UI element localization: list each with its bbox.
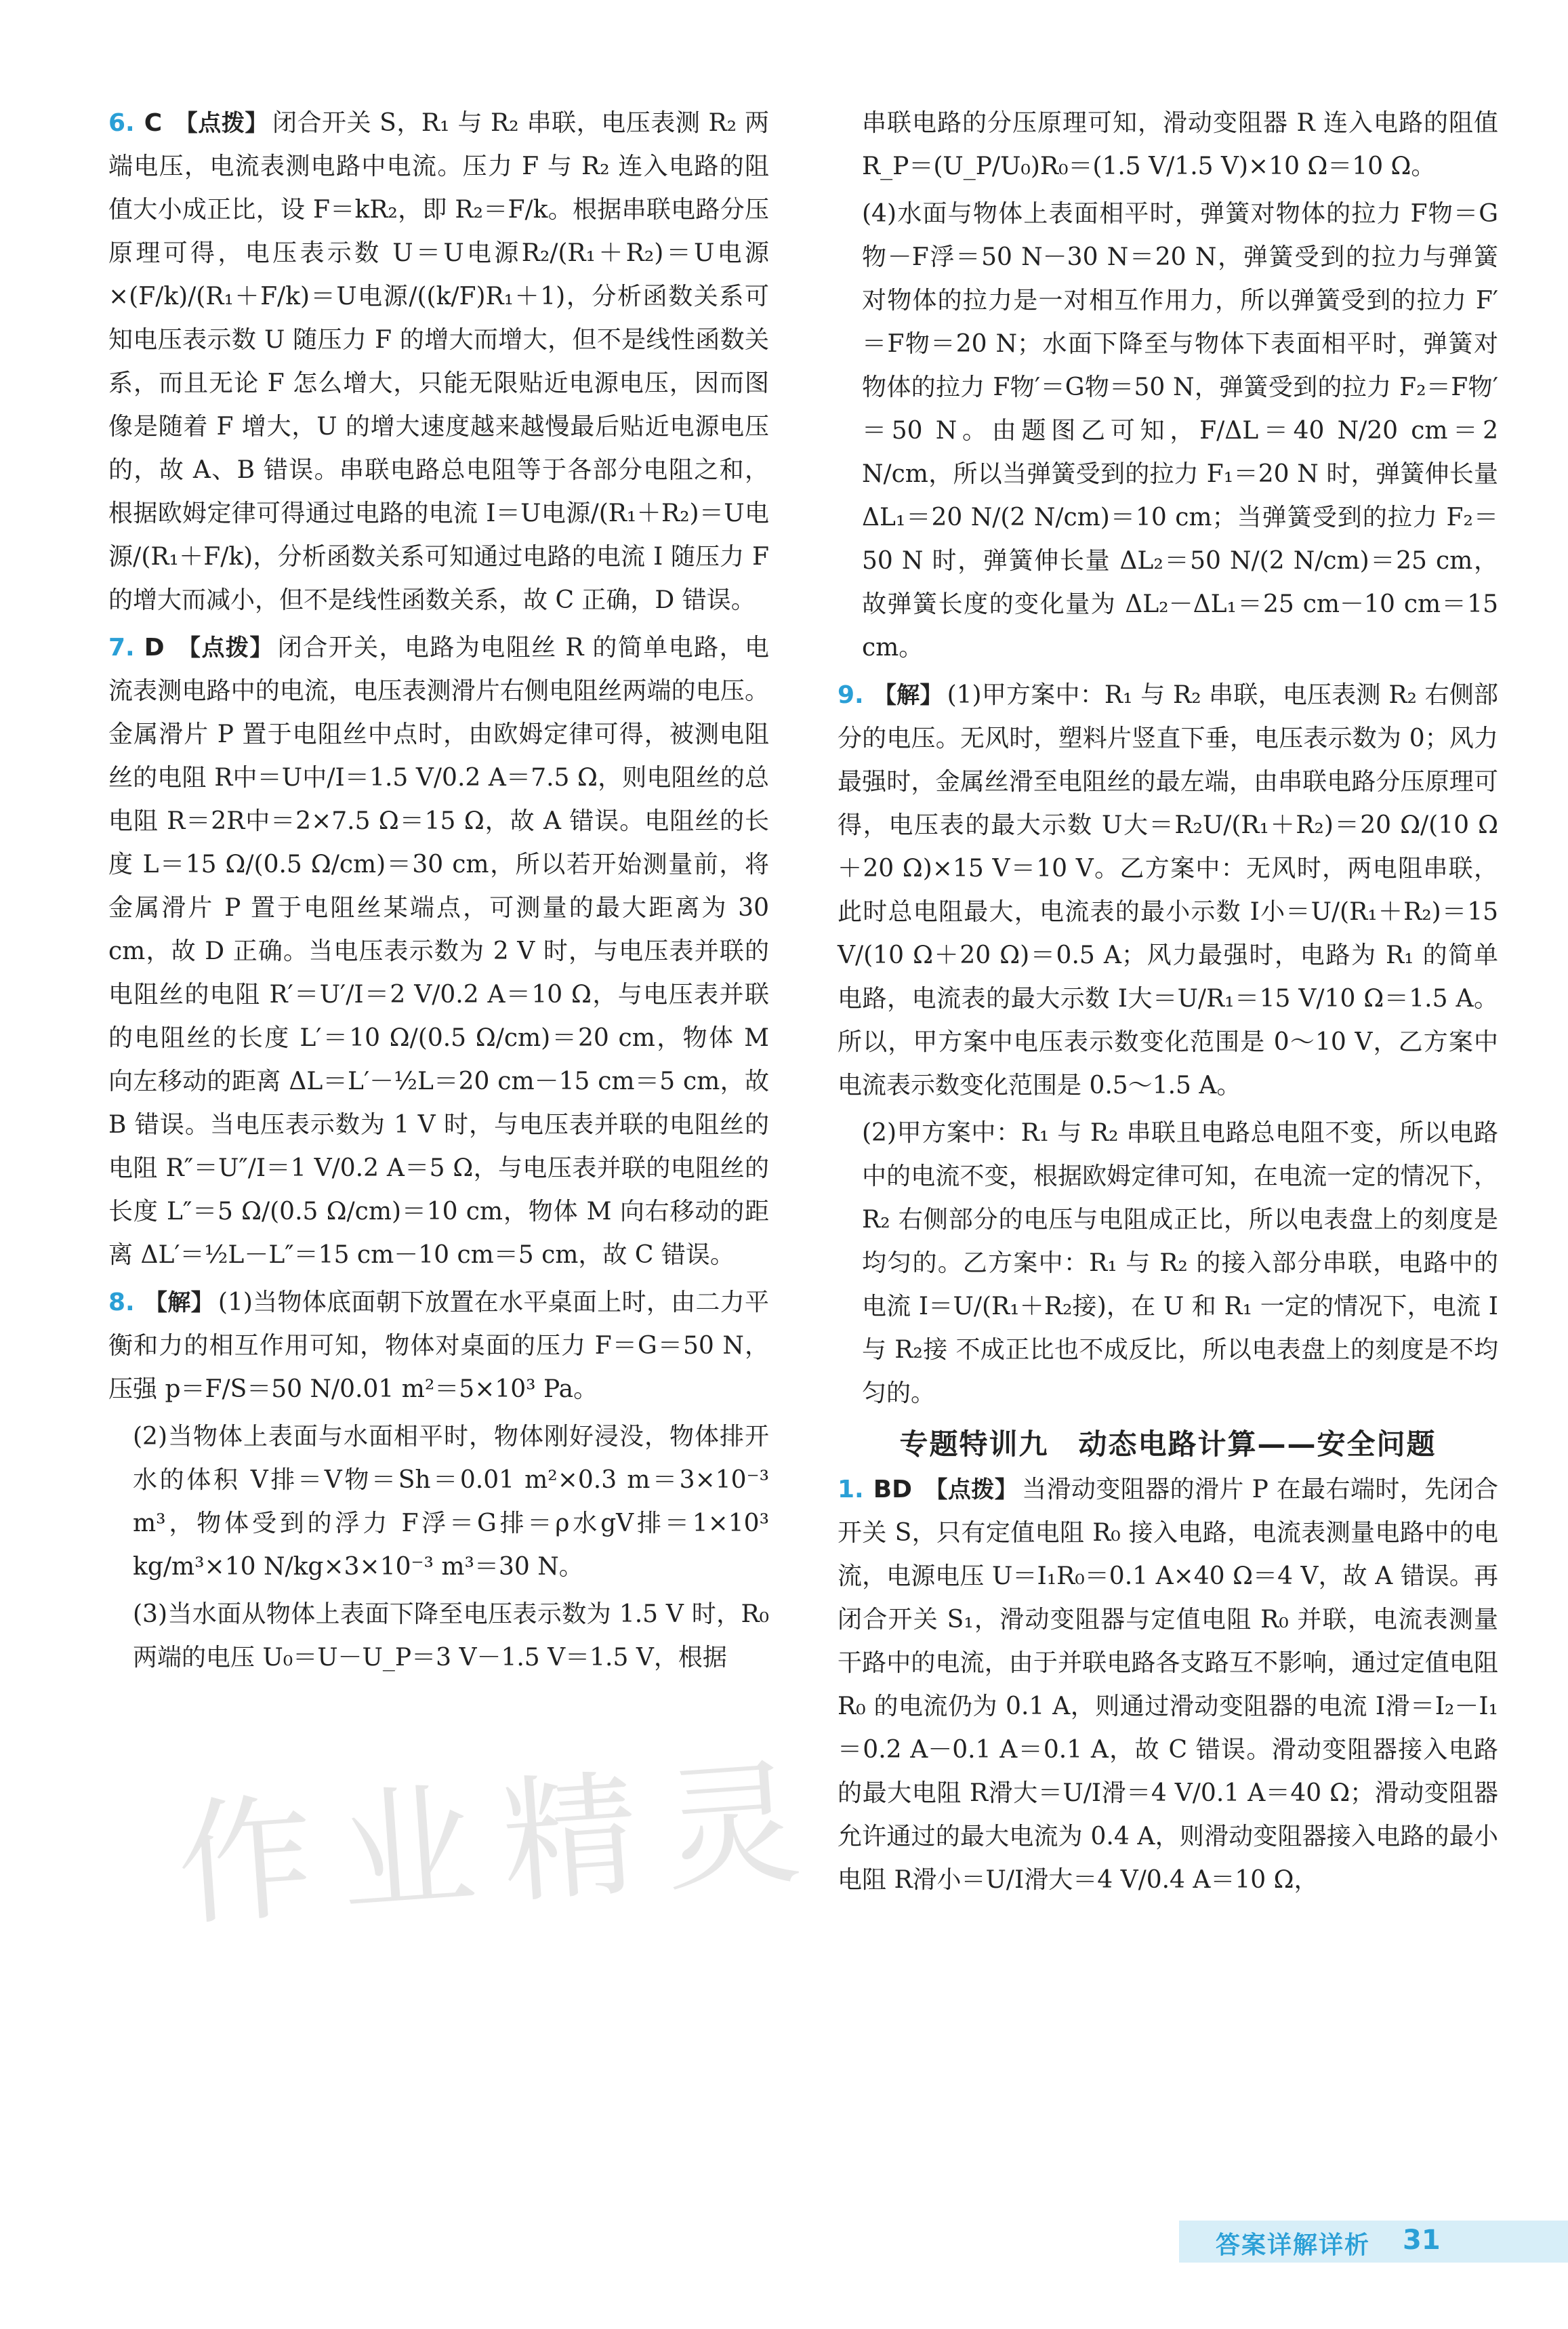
explanation-text: (1)当物体底面朝下放置在水平桌面上时，由二力平衡和力的相互作用可知，物体对桌面的压力 F＝G＝50 N，压强 p＝F/S＝50 N/0.01 m²＝5×10³ Pa。 (108, 1289, 770, 1403)
answer-choice: C (144, 109, 163, 137)
question-9 (838, 674, 1498, 1415)
page-number: 31 (1403, 2225, 1441, 2256)
answer-choice: BD (873, 1476, 913, 1503)
explanation-text: 当滑动变阻器的滑片 P 在最右端时，先闭合开关 S，只有定值电阻 R₀ 接入电路，电流表测量电路中的电流，电源电压 U＝I₁R₀＝0.1 A×40 Ω＝4 V，故 A 错误。再闭合开关 S₁，滑动变阻器与定值电阻 R₀ 并联，电流表测量干路中的电流，由于并联电路各支路互不影响，通过定值电阻 R₀ 的电流仍为 0.1 A，则通过滑动变阻器的电流 I滑＝I₂－I₁＝0.2 A－0.1 A＝0.1 A，故 C 错误。滑动变阻器接入电路的最大电阻 R滑大＝U/I滑＝4 V/0.1 A＝40 Ω；滑动变阻器允许通过的最大电流为 0.4 A，则滑动变阻器接入电路的最小电阻 R滑小＝U/I滑大＝4 V/0.4 A＝10 Ω， (838, 1476, 1498, 1894)
question-7-text (108, 626, 769, 1277)
question-8-part4: (4)水面与物体上表面相平时，弹簧对物体的拉力 F物＝G物－F浮＝50 N－30 N＝20 N，弹簧受到的拉力与弹簧对物体的拉力是一对相互作用力，所以弹簧受到的拉力 F′＝F物＝20 N；水面下降至与物体下表面相平时，弹簧对物体的拉力 F物′＝G物＝50 N，弹簧受到的拉力 F₂＝F物′＝50 N。由题图乙可知，F/ΔL＝40 N/20 cm＝2 N/cm，所以当弹簧受到的拉力 F₁＝20 N 时，弹簧伸长量 ΔL₁＝20 N/(2 N/cm)＝10 cm；当弹簧受到的拉力 F₂＝50 N 时，弹簧伸长量 ΔL₂＝50 N/(2 N/cm)＝25 cm，故弹簧长度的变化量为 ΔL₂－ΔL₁＝25 cm－10 cm＝15 cm。 (862, 200, 1498, 662)
question-6-text (108, 102, 769, 622)
question-7 (108, 626, 769, 1277)
question-8 (108, 1281, 769, 1680)
question-6 (108, 102, 769, 622)
question-8-part1 (108, 1281, 769, 1411)
question-9-part1 (838, 674, 1498, 1108)
question-number: 6. (108, 109, 135, 137)
hint-tag: 【点拨】 (176, 634, 274, 662)
question-8-part2: (2)当物体上表面与水面相平时，物体刚好浸没，物体排开水的体积 V排＝V物＝Sh＝0.01 m²×0.3 m＝3×10⁻³ m³，物体受到的浮力 F浮＝G排＝ρ水gV排＝1×10³ kg/m³×10 N/kg×3×10⁻³ m³＝30 N。 (133, 1423, 769, 1581)
solution-tag: 【解】 (144, 1289, 214, 1316)
question-number: 9. (838, 681, 864, 709)
solution-tag: 【解】 (873, 682, 943, 709)
watermark: 作业精灵 (172, 1742, 833, 1946)
explanation-text: 闭合开关，电路为电阻丝 R 的简单电路，电流表测电路中的电流，电压表测滑片右侧电阻丝两端的电压。金属滑片 P 置于电阻丝中点时，由欧姆定律可得，被测电阻丝的电阻 R中＝U中/I＝1.5 V/0.2 A＝7.5 Ω，则电阻丝的总电阻 R＝2R中＝2×7.5 Ω＝15 Ω，故 A 错误。电阻丝的长度 L＝15 Ω/(0.5 Ω/cm)＝30 cm，所以若开始测量前，将金属滑片 P 置于电阻丝某端点，可测量的最大距离为 30 cm，故 D 正确。当电压表示数为 2 V 时，与电压表并联的电阻丝的电阻 R′＝U′/I＝2 V/0.2 A＝10 Ω，与电压表并联的电阻丝的长度 L′＝10 Ω/(0.5 Ω/cm)＝20 cm，物体 M 向左移动的距离 ΔL＝L′－½L＝20 cm－15 cm＝5 cm，故 B 错误。当电压表示数为 1 V 时，与电压表并联的电阻丝的电阻 R″＝U″/I＝1 V/0.2 A＝5 Ω，与电压表并联的电阻丝的长度 L″＝5 Ω/(0.5 Ω/cm)＝10 cm，物体 M 向右移动的距离 ΔL′＝½L－L″＝15 cm－10 cm＝5 cm，故 C 错误。 (108, 634, 770, 1269)
question-8-part3: (3)当水面从物体上表面下降至电压表示数为 1.5 V 时，R₀ 两端的电压 U₀＝U－U_P＝3 V－1.5 V＝1.5 V，根据 (133, 1600, 769, 1672)
section-title: 专题特训九 动态电路计算——安全问题 (899, 1427, 1437, 1461)
footer-label: 答案详解详析 (1216, 2231, 1371, 2259)
hint-tag: 【点拨】 (174, 110, 268, 137)
right-column (838, 102, 1498, 1906)
question-number: 8. (108, 1289, 135, 1316)
hint-tag: 【点拨】 (924, 1476, 1018, 1503)
left-column (108, 102, 769, 1684)
special-question-1-text (838, 1468, 1498, 1902)
question-9-part2: (2)甲方案中：R₁ 与 R₂ 串联且电路总电阻不变，所以电路中的电流不变，根据欧姆定律可知，在电流一定的情况下，R₂ 右侧部分的电压与电阻成正比，所以电表盘上的刻度是均匀的。乙方案中：R₁ 与 R₂ 的接入部分串联，电路中的电流 I＝U/(R₁＋R₂接)，在 U 和 R₁ 一定的情况下，电流 I 与 R₂接 不成正比也不成反比，所以电表盘上的刻度是不均匀的。 (862, 1119, 1498, 1407)
answer-choice: D (144, 634, 165, 662)
question-8-part3-cont: 串联电路的分压原理可知，滑动变阻器 R 连入电路的阻值 R_P＝(U_P/U₀)R₀＝(1.5 V/1.5 V)×10 Ω＝10 Ω。 (862, 109, 1498, 180)
special-question-1 (838, 1468, 1498, 1902)
question-number: 1. (838, 1476, 864, 1503)
explanation-text: (1)甲方案中：R₁ 与 R₂ 串联，电压表测 R₂ 右侧部分的电压。无风时，塑料片竖直下垂，电压表示数为 0；风力最强时，金属丝滑至电阻丝的最左端，由串联电路分压原理可得，电压表的最大示数 U大＝R₂U/(R₁＋R₂)＝20 Ω/(10 Ω＋20 Ω)×15 V＝10 V。乙方案中：无风时，两电阻串联，此时总电阻最大，电流表的最小示数 I小＝U/(R₁＋R₂)＝15 V/(10 Ω＋20 Ω)＝0.5 A；风力最强时，电路为 R₁ 的简单电路，电流表的最大示数 I大＝U/R₁＝15 V/10 Ω＝1.5 A。所以，甲方案中电压表示数变化范围是 0～10 V，乙方案中电流表示数变化范围是 0.5～1.5 A。 (838, 681, 1498, 1099)
question-number: 7. (108, 634, 135, 662)
explanation-text: 闭合开关 S，R₁ 与 R₂ 串联，电压表测 R₂ 两端电压，电流表测电路中电流。压力 F 与 R₂ 连入电路的阻值大小成正比，设 F＝kR₂，即 R₂＝F/k。根据串联电路分压原理可得，电压表示数 U＝U电源R₂/(R₁＋R₂)＝U电源×(F/k)/(R₁＋F/k)＝U电源/((k/F)R₁＋1)，分析函数关系可知电压表示数 U 随压力 F 的增大而增大，但不是线性函数关系，而且无论 F 怎么增大，只能无限贴近电源电压，因而图像是随着 F 增大，U 的增大速度越来越慢最后贴近电源电压的，故 A、B 错误。串联电路总电阻等于各部分电阻之和，根据欧姆定律可得通过电路的电流 I＝U电源/(R₁＋R₂)＝U电源/(R₁＋F/k)，分析函数关系可知通过电路的电流 I 随压力 F 的增大而减小，但不是线性函数关系，故 C 正确，D 错误。 (108, 109, 769, 614)
